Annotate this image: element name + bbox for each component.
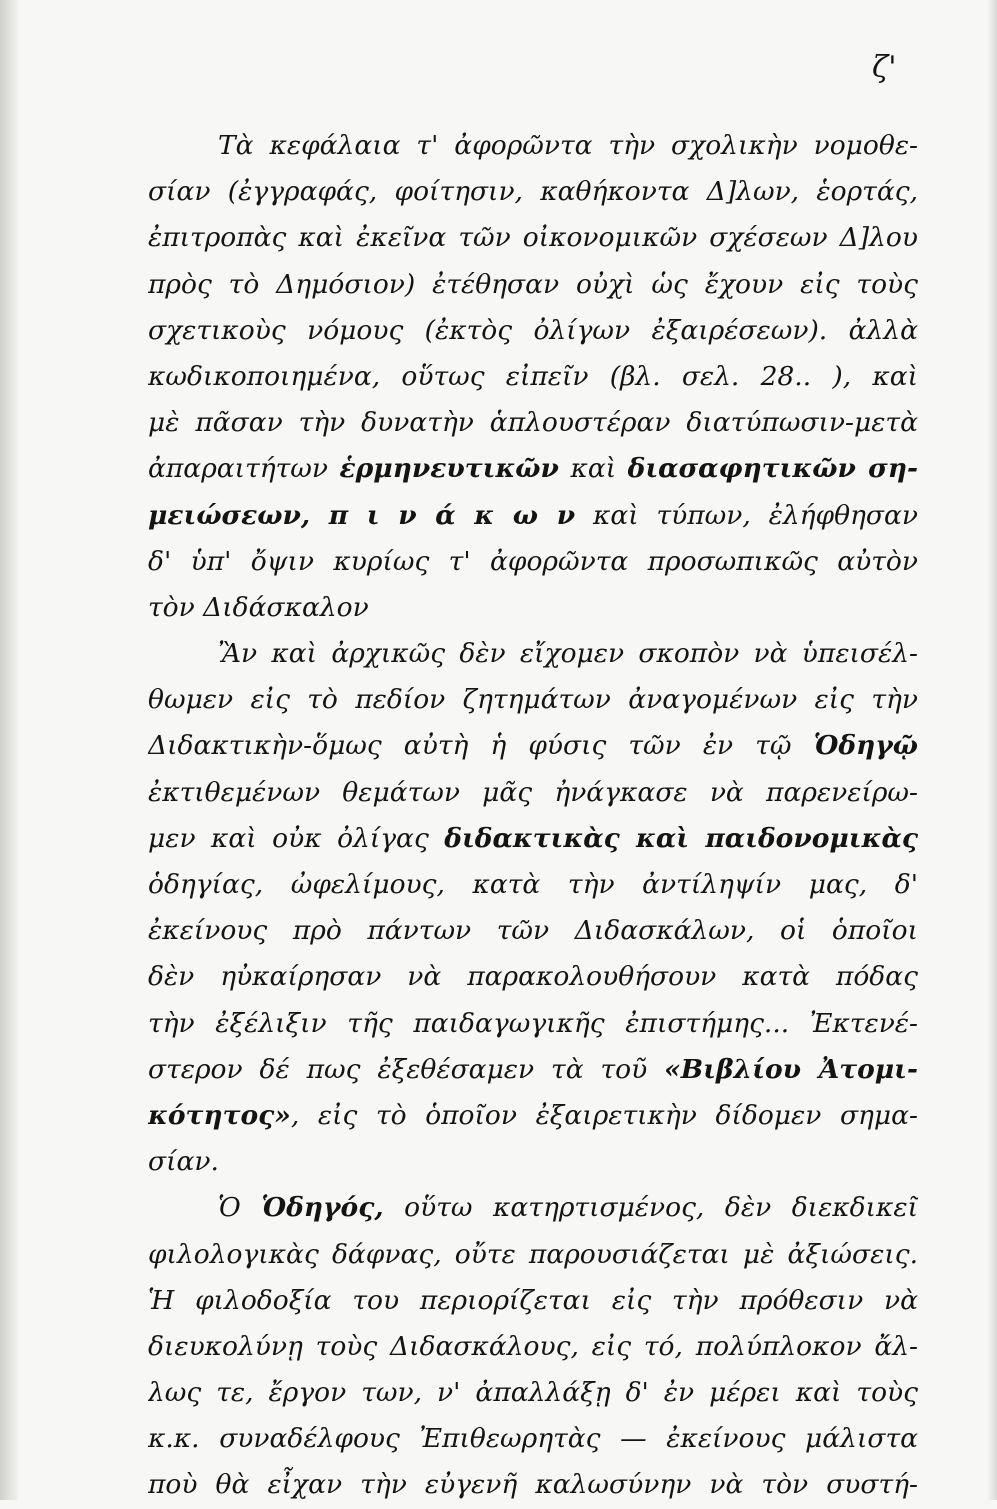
bold-text-segment: μειώσεων, π ι ν ά κ ω ν [148, 499, 576, 531]
bold-text-segment: «Βιβλίου Ἀτομι- [664, 1053, 918, 1085]
bold-text-segment: ἑρμηνευτικῶν [339, 453, 559, 485]
text-line [148, 1370, 918, 1416]
text-segment: τὸν Διδάσκαλον [148, 591, 369, 623]
page-edge-left [0, 0, 18, 1500]
bold-text-segment: κότητος» [148, 1099, 291, 1131]
text-line [148, 1462, 918, 1508]
text-line [148, 862, 918, 908]
text-segment: κωδικοποιημένα, οὕτως εἰπεῖν (βλ. σελ. 28.. ), καὶ [148, 360, 918, 392]
text-segment: καὶ τύπων, ἐλήφθησαν [575, 499, 918, 531]
text-segment: κ.κ. συναδέλφους Ἐπιθεωρητὰς — ἐκείνους μάλιστα [148, 1423, 918, 1455]
text-segment: διευκολύνῃ τοὺς Διδασκάλους, εἰς τό, πολύπλοκον ἄλ- [148, 1330, 918, 1362]
text-line [148, 1139, 918, 1185]
text-line [148, 262, 918, 308]
text-line [148, 123, 918, 169]
bold-text-segment: διασαφητικῶν ση- [627, 453, 918, 485]
bold-text-segment: Ὁδηγῷ [813, 730, 918, 762]
text-line [148, 308, 918, 354]
text-line [148, 400, 918, 446]
text-line [148, 585, 918, 631]
text-segment: Διδακτικὴν-ὅμως αὐτὴ ἡ φύσις τῶν ἐν τῷ [148, 730, 814, 762]
text-line [148, 446, 918, 492]
text-segment: ὁδηγίας, ὠφελίμους, κατὰ τὴν ἀντίληψίν μας, δ' [148, 869, 918, 900]
body-text [148, 123, 918, 1509]
page-edge-right [987, 0, 997, 1500]
text-segment: Ὁ [218, 1192, 262, 1224]
text-segment: οὕτω κατηρτισμένος, δὲν διεκδικεῖ [383, 1192, 918, 1224]
text-segment: μὲ πᾶσαν τὴν δυνατὴν ἁπλουστέραν διατύπωσιν-μετὰ [148, 407, 918, 439]
text-segment: φιλολογικὰς δάφνας, οὔτε παρουσιάζεται μὲ ἀξιώσεις. [148, 1238, 918, 1270]
text-segment: δὲν ηὐκαίρησαν νὰ παρακολουθήσουν κατὰ πόδας [148, 961, 918, 993]
text-segment: ἐκτιθεμένων θεμάτων μᾶς ἠνάγκασε νὰ παρενείρω- [148, 776, 918, 808]
text-segment: σχετικοὺς νόμους (ἐκτὸς ὀλίγων ἐξαιρέσεων). ἀλλὰ [148, 314, 918, 346]
text-segment: μεν καὶ οὐκ ὀλίγας [148, 822, 445, 854]
text-segment: Τὰ κεφάλαια τ' ἀφορῶντα τὴν σχολικὴν νομοθε- [218, 130, 918, 161]
text-segment: τὴν ἐξέλιξιν τῆς παιδαγωγικῆς ἐπιστήμης... Ἐκτενέ- [148, 1007, 918, 1039]
text-line [148, 723, 918, 769]
text-line [148, 493, 918, 539]
text-line [148, 1185, 918, 1231]
text-line [148, 816, 918, 862]
text-line [148, 539, 918, 585]
text-line [148, 169, 918, 215]
text-line [148, 354, 918, 400]
text-line [148, 1324, 918, 1370]
text-line [148, 1278, 918, 1324]
text-line [148, 1416, 918, 1462]
text-segment: Ἂν καὶ ἀρχικῶς δὲν εἴχομεν σκοπὸν νὰ ὑπεισέλ- [218, 638, 918, 670]
text-segment: ἐπιτροπὰς καὶ ἐκεῖνα τῶν οἰκονομικῶν σχέσεων Δ]λου [148, 222, 918, 254]
bold-text-segment: διδακτικὰς καὶ παιδονομικὰς [444, 822, 918, 854]
page-number: ζ' [872, 50, 897, 85]
text-line [148, 215, 918, 261]
text-segment: ἀπαραιτήτων [148, 453, 340, 485]
text-line [148, 1093, 918, 1139]
text-segment: στερον δέ πως ἐξεθέσαμεν τὰ τοῦ [148, 1053, 665, 1085]
text-line [148, 770, 918, 816]
text-segment: σίαν. [148, 1146, 219, 1178]
text-segment: ποὺ θὰ εἶχαν τὴν εὐγενῆ καλωσύνην νὰ τὸν συστή- [148, 1469, 918, 1501]
text-segment: , εἰς τὸ ὁποῖον ἐξαιρετικὴν δίδομεν σημα- [290, 1099, 918, 1131]
text-segment: καὶ [558, 453, 628, 485]
text-line [148, 631, 918, 677]
text-line [148, 908, 918, 954]
text-line [148, 1232, 918, 1278]
text-segment: Ἡ φιλοδοξία του περιορίζεται εἰς τὴν πρόθεσιν νὰ [148, 1284, 918, 1316]
text-line [148, 1001, 918, 1047]
text-line [148, 954, 918, 1000]
text-segment: ἐκείνους πρὸ πάντων τῶν Διδασκάλων, οἱ ὁποῖοι [148, 915, 918, 947]
text-segment: πρὸς τὸ Δημόσιον) ἐτέθησαν οὐχὶ ὡς ἔχουν εἰς τοὺς [148, 268, 918, 300]
bold-text-segment: Ὁδηγός, [261, 1192, 384, 1224]
text-segment: θωμεν εἰς τὸ πεδίον ζητημάτων ἀναγομένων εἰς τὴν [148, 684, 918, 716]
text-segment: λως τε, ἔργον των, ν' ἀπαλλάξῃ δ' ἐν μέρει καὶ τοὺς [148, 1377, 918, 1409]
text-line [148, 677, 918, 723]
text-segment: δ' ὑπ' ὄψιν κυρίως τ' ἀφορῶντα προσωπικῶς αὐτὸν [148, 545, 918, 577]
text-segment: σίαν (ἐγγραφάς, φοίτησιν, καθήκοντα Δ]λων, ἑορτάς, [148, 176, 918, 208]
text-line [148, 1047, 918, 1093]
